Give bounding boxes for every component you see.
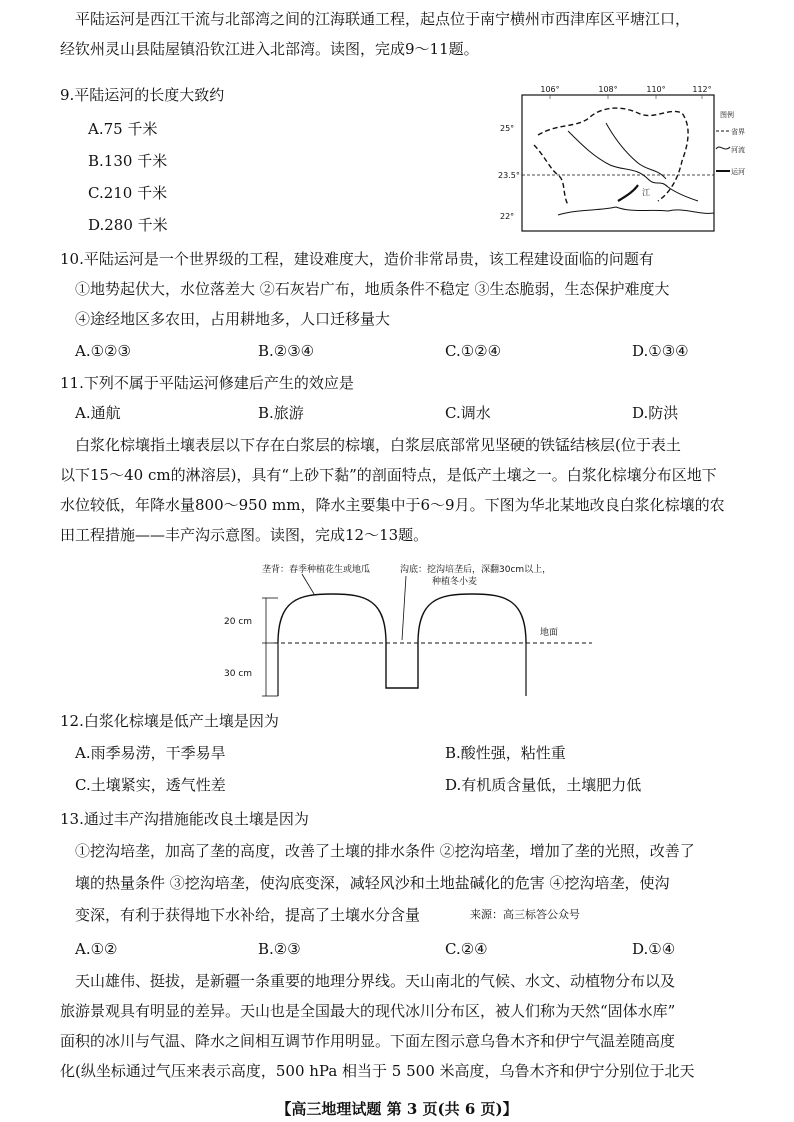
map-lon-label-1: 106° — [540, 85, 560, 94]
intro-3-line-3: 面积的冰川与气温、降水之间相互调节作用明显。下面左图示意乌鲁木齐和伊宁气温差随高度 — [60, 1032, 676, 1050]
map-lon-label-2: 108° — [598, 85, 618, 94]
source-note: 来源：高三标答公众号 — [470, 908, 580, 921]
coastline — [558, 207, 714, 215]
canal-line — [618, 185, 638, 201]
q12-option-c: C.土壤紧实，透气性差 — [75, 776, 226, 794]
q9-option-b: B.130 千米 — [88, 152, 168, 170]
diagram-ground-label: 地面 — [540, 628, 559, 638]
q9-stem: 9.平陆运河的长度大致约 — [60, 86, 225, 104]
map-lat-label-1: 25° — [500, 124, 515, 133]
q11-option-c: C.调水 — [445, 404, 491, 422]
q13-items-line-1: ①挖沟培垄，加高了垄的高度，改善了土壤的排水条件 ②挖沟培垄，增加了垄的光照，改善了 — [75, 842, 695, 860]
q11-stem: 11.下列不属于平陆运河修建后产生的效应是 — [60, 374, 354, 392]
q13-items-line-2: 壤的热量条件 ③挖沟培垄，使沟底变深，减轻风沙和土地盐碱化的危害 ④挖沟培垄，使沟 — [75, 874, 670, 892]
map-lon-label-3: 110° — [646, 85, 666, 94]
q10-stem: 10.平陆运河是一个世界级的工程，建设难度大，造价非常昂贵，该工程建设面临的问题有 — [60, 250, 654, 268]
intro-1-line-2: 经钦州灵山县陆屋镇沿钦江进入北部湾。读图，完成9～11题。 — [60, 40, 479, 58]
map-lon-label-4: 112° — [692, 85, 712, 94]
intro-3-line-2: 旅游景观具有明显的差异。天山也是全国最大的现代冰川分布区，被人们称为天然“固体水库” — [60, 1002, 676, 1020]
q12-option-b: B.酸性强，粘性重 — [445, 744, 566, 762]
river-east — [668, 187, 698, 201]
map-lat-label-2: 23.5° — [498, 171, 520, 180]
q13-items-line-3: 变深，有利于获得地下水补给，提高了土壤水分含量 — [75, 906, 421, 924]
ridge-right — [418, 594, 526, 643]
q11-option-b: B.旅游 — [258, 404, 304, 422]
q13-stem: 13.通过丰产沟措施能改良土壤是因为 — [60, 810, 309, 828]
province-border — [538, 108, 688, 201]
map-legend-river: 河流 — [731, 146, 745, 154]
q13-option-c: C.②④ — [445, 940, 488, 958]
q10-option-b: B.②③④ — [258, 342, 315, 360]
q9-option-c: C.210 千米 — [88, 184, 168, 202]
q10-items-line-1: ①地势起伏大，水位落差大 ②石灰岩广布，地质条件不稳定 ③生态脆弱，生态保护难度大 — [75, 280, 670, 298]
diagram-height-20: 20 cm — [224, 617, 253, 627]
page-footer: 【高三地理试题 第 3 页(共 6 页)】 — [276, 1100, 518, 1118]
q10-option-a: A.①②③ — [75, 342, 131, 360]
q10-items-line-2: ④途经地区多农田，占用耕地多，人口迁移量大 — [75, 310, 391, 328]
intro-3-line-4: 化(纵坐标通过气压来表示高度，500 hPa 相当于 5 500 米高度，乌鲁木齐和伊宁分别位于北天 — [60, 1062, 695, 1080]
q12-option-d: D.有机质含量低，土壤肥力低 — [445, 776, 642, 794]
ditch — [386, 643, 418, 688]
q10-option-d: D.①③④ — [632, 342, 689, 360]
river-north — [606, 123, 666, 179]
q13-option-b: B.②③ — [258, 940, 301, 958]
q13-option-a: A.①② — [75, 940, 118, 958]
river-west — [568, 131, 668, 187]
intro-1-line-1: 平陆运河是西江干流与北部湾之间的江海联通工程，起点位于南宁横州市西津库区平塘江口， — [75, 10, 691, 28]
map-legend-border: 省界 — [731, 128, 745, 136]
diagram-ditch-label-2: 种植冬小麦 — [432, 577, 478, 587]
ridge-left — [278, 594, 386, 643]
map-lat-label-3: 22° — [500, 212, 515, 221]
map-legend-canal: 运河 — [731, 168, 745, 176]
intro-2-line-4: 田工程措施——丰产沟示意图。读图，完成12～13题。 — [60, 526, 429, 544]
ridge-ditch-diagram — [222, 560, 612, 710]
diagram-ridge-label: 垄背：春季种植花生或地瓜 — [262, 565, 371, 575]
q12-option-a: A.雨季易涝，干季易旱 — [75, 744, 226, 762]
q11-option-a: A.通航 — [75, 404, 121, 422]
map-river-label: 江 — [642, 188, 650, 197]
intro-2-line-2: 以下15～40 cm的淋溶层)，具有“上砂下黏”的剖面特点，是低产土壤之一。白浆化棕壤分布区地下 — [60, 466, 717, 484]
q9-option-d: D.280 千米 — [88, 216, 168, 234]
diagram-ditch-label: 沟底：挖沟培垄后，深翻30cm以上， — [400, 565, 552, 575]
map-legend-title: 图例 — [720, 111, 734, 119]
q9-option-a: A.75 千米 — [88, 120, 158, 138]
q13-option-d: D.①④ — [632, 940, 676, 958]
q10-option-c: C.①②④ — [445, 342, 502, 360]
q12-stem: 12.白浆化棕壤是低产土壤是因为 — [60, 712, 279, 730]
diagram-height-30: 30 cm — [224, 669, 253, 679]
intro-2-line-3: 水位较低，年降水量800～950 mm，降水主要集中于6～9月。下图为华北某地改良白浆化棕壤的农 — [60, 496, 725, 514]
intro-2-line-1: 白浆化棕壤指土壤表层以下存在白浆层的棕壤，白浆层底部常见坚硬的铁锰结核层(位于表土 — [75, 436, 681, 454]
canal-map — [498, 83, 746, 251]
intro-3-line-1: 天山雄伟、挺拔，是新疆一条重要的地理分界线。天山南北的气候、水文、动植物分布以及 — [75, 972, 676, 990]
q11-option-d: D.防洪 — [632, 404, 679, 422]
